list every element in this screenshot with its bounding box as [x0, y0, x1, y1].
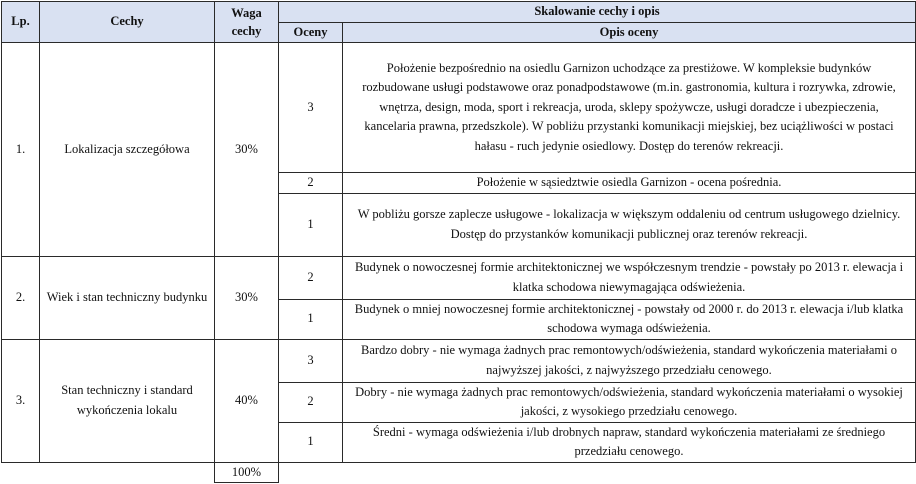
ocena-value: 1 [279, 299, 343, 339]
ocena-value: 2 [279, 173, 343, 194]
ocena-value: 3 [279, 339, 343, 382]
ocena-value: 1 [279, 193, 343, 256]
opis-text: Położenie w sąsiedztwie osiedla Garnizon - ocena pośrednia. [343, 173, 916, 194]
opis-text: Położenie bezpośrednio na osiedlu Garnizon uchodzące za prestiżowe. W kompleksie budynków rozbudowane usługi podstawowe oraz ponadpodstawowe (m.in. gastronomia, kultura i rozrywka, zdrowie, wnętrza, design, moda, sport i rekreacja, uroda, sklepy spożywcze, usługi doradcze i ubezpieczenia, kancelaria prawna, przedszkole). W pobliżu przystanki komunikacji miejskiej, bez uciążliwości w postaci hałasu - ruch jedynie osiedlowy. Dostęp do terenów rekreacji. [343, 43, 916, 173]
opis-text: Budynek o mniej nowoczesnej formie architektonicznej - powstały od 2000 r. do 2013 r. elewacja i/lub klatka schodowa wymaga odświeżenia. [343, 299, 916, 339]
ocena-value: 2 [279, 256, 343, 299]
opis-text: Bardzo dobry - nie wymaga żadnych prac remontowych/odświeżenia, standard wykończenia materiałami o najwyższej jakości, z najwyższego przedziału cenowego. [343, 339, 916, 382]
group-cecha: Wiek i stan techniczny budynku [40, 256, 215, 339]
opis-text: Dobry - nie wymaga żadnych prac remontowych/odświeżenia, standard wykończenia materiałami o wysokiej jakości, z wysokiego przedziału cenowego. [343, 382, 916, 422]
header-skalowanie: Skalowanie cechy i opis [279, 2, 916, 23]
header-lp: Lp. [2, 2, 40, 43]
group-cecha: Stan techniczny i standard wykończenia lokalu [40, 339, 215, 462]
ocena-value: 2 [279, 382, 343, 422]
opis-text: W pobliżu gorsze zaplecze usługowe - lokalizacja w większym oddaleniu od centrum usługowego dzielnicy. Dostęp do przystanków komunikacji publicznej oraz terenów rekreacji. [343, 193, 916, 256]
opis-text: Budynek o nowoczesnej formie architektonicznej we współczesnym trendzie - powstały po 2013 r. elewacja i klatka schodowa niewymagająca odświeżenia. [343, 256, 916, 299]
total-row [2, 462, 916, 483]
group-waga: 30% [215, 256, 279, 339]
header-oceny: Oceny [279, 22, 343, 43]
table-row [2, 256, 916, 299]
group-lp: 3. [2, 339, 40, 462]
header-opis: Opis oceny [343, 22, 916, 43]
header-cechy: Cechy [40, 2, 215, 43]
group-lp: 1. [2, 43, 40, 257]
ocena-value: 3 [279, 43, 343, 173]
table-row [2, 43, 916, 173]
header-waga: Waga cechy [215, 2, 279, 43]
table-row [2, 339, 916, 382]
group-cecha: Lokalizacja szczegółowa [40, 43, 215, 257]
group-lp: 2. [2, 256, 40, 339]
ocena-value: 1 [279, 422, 343, 462]
group-waga: 40% [215, 339, 279, 462]
rating-scale-table [1, 1, 916, 483]
opis-text: Średni - wymaga odświeżenia i/lub drobnych napraw, standard wykończenia materiałami ze średniego przedziału cenowego. [343, 422, 916, 462]
group-waga: 30% [215, 43, 279, 257]
total-weight: 100% [215, 462, 279, 483]
